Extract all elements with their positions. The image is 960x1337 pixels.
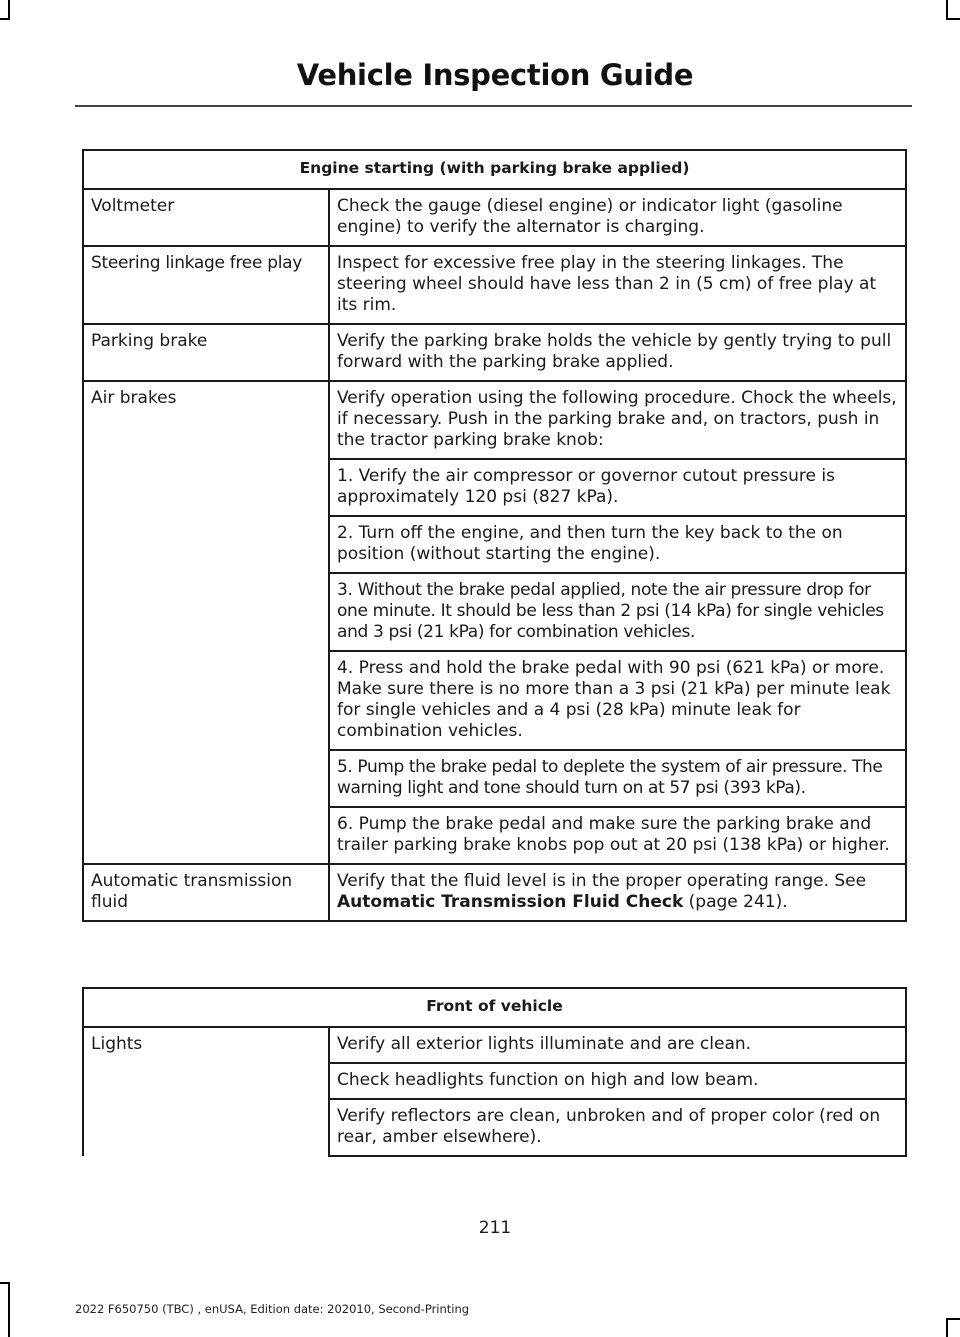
step-cell: 5. Pump the brake pedal to deplete the system of air pressure. The warning light and tone should turn on at 57 psi (393 kPa). — [329, 750, 906, 807]
engine-starting-table — [82, 149, 907, 922]
table-row — [83, 1027, 906, 1063]
step-cell: 3. Without the brake pedal applied, note the air pressure drop for one minute. It should be less than 2 psi (14 kPa) for single vehicles and 3 psi (21 kPa) for combination vehicles. — [329, 573, 906, 651]
table-title: Front of vehicle — [83, 988, 906, 1027]
item-cell: Parking brake — [83, 324, 329, 381]
page-title: Vehicle Inspection Guide — [296, 58, 694, 92]
crop-mark — [946, 18, 960, 20]
step-cell: Verify operation using the following procedure. Chock the wheels, if necessary. Push in the parking brake and, on tractors, push in the tractor parking brake knob: — [329, 381, 906, 459]
page-reference-number: (page 241). — [683, 892, 788, 912]
item-cell: Lights — [83, 1027, 329, 1156]
item-cell: Voltmeter — [83, 189, 329, 246]
item-cell: Steering linkage free play — [83, 246, 329, 324]
crop-mark — [946, 1318, 948, 1337]
step-cell: Verify all exterior lights illuminate and are clean. — [329, 1027, 906, 1063]
table-row — [83, 381, 906, 459]
crop-mark — [0, 18, 10, 20]
crop-mark — [946, 0, 948, 20]
front-of-vehicle-table — [82, 987, 907, 1157]
item-cell: Automatic transmission fluid — [83, 864, 329, 921]
step-cell: 6. Pump the brake pedal and make sure the parking brake and trailer parking brake knobs pop out at 20 psi (138 kPa) or higher. — [329, 807, 906, 864]
step-cell: Verify reflectors are clean, unbroken and of proper color (red on rear, amber elsewhere). — [329, 1099, 906, 1156]
crop-mark — [0, 1282, 10, 1284]
step-text: Verify that the fluid level is in the proper operating range. See — [337, 871, 867, 891]
table-row — [83, 864, 906, 921]
step-cell: 2. Turn off the engine, and then turn the key back to the on position (without starting the engine). — [329, 516, 906, 573]
step-cell: 1. Verify the air compressor or governor cutout pressure is approximately 120 psi (827 kPa). — [329, 459, 906, 516]
step-cell: Check the gauge (diesel engine) or indicator light (gasoline engine) to verify the alternator is charging. — [329, 189, 906, 246]
page-reference-link[interactable]: Automatic Transmission Fluid Check — [337, 892, 684, 912]
table-row — [83, 246, 906, 324]
header-rule — [75, 105, 912, 107]
edition-footer: 2022 F650750 (TBC) , enUSA, Edition date: 202010, Second-Printing — [75, 1302, 470, 1316]
table-title: Engine starting (with parking brake applied) — [83, 150, 906, 189]
step-cell: Verify the parking brake holds the vehicle by gently trying to pull forward with the parking brake applied. — [329, 324, 906, 381]
step-cell — [329, 864, 906, 921]
crop-mark — [946, 1318, 960, 1320]
step-cell: Check headlights function on high and low beam. — [329, 1063, 906, 1099]
crop-mark — [8, 0, 10, 20]
crop-mark — [8, 1282, 10, 1337]
step-cell: Inspect for excessive free play in the steering linkages. The steering wheel should have less than 2 in (5 cm) of free play at its rim. — [329, 246, 906, 324]
table-row — [83, 189, 906, 246]
item-cell: Air brakes — [83, 381, 329, 864]
step-cell: 4. Press and hold the brake pedal with 90 psi (621 kPa) or more. Make sure there is no more than a 3 psi (21 kPa) per minute leak for single vehicles and a 4 psi (28 kPa) minute leak for combination vehicles. — [329, 651, 906, 750]
page-number: 211 — [478, 1218, 512, 1238]
table-row — [83, 324, 906, 381]
